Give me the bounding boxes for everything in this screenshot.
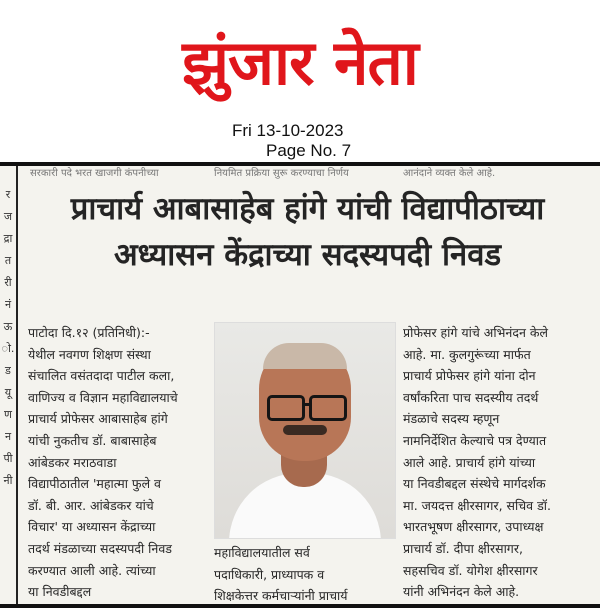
photo-hair — [263, 343, 347, 369]
column-divider — [16, 166, 18, 606]
photo-glasses-left — [267, 395, 305, 421]
left-cut-column: र ज द्रा त री नं ऊ ो. ड यू ण न पी नी — [1, 188, 15, 487]
news-clipping — [0, 162, 600, 608]
photo-glasses-right — [309, 395, 347, 421]
cut-top-text-3: आनंदाने व्यक्त केले आहे. — [403, 168, 496, 179]
cut-top-text-1: सरकारी पदे भरत खाजगी कंपनीच्या — [30, 168, 159, 179]
masthead-logo: झुंजार नेता — [182, 26, 418, 99]
photo-mustache — [283, 425, 327, 435]
article-column-1: पाटोदा दि.१२ (प्रतिनिधी):- येथील नवगण शिक्षण संस्था संचालित वसंतदादा पाटील कला, वाणिज्य व विज्ञान महाविद्यालयाचे प्राचार्य प्रोफेसर आबासाहेब हांगे यांची नुकतीच डॉ. बाबासाहेब आंबेडकर मराठवाडा विद्यापीठातील 'महात्मा फुले व डॉ. बी. आर. आंबेडकर यांचे विचार' या अध्यासन केंद्राच्या तदर्थ मंडळाच्या सदस्यपदी निवड करण्यात आली आहे. त्यांच्या या निवडीबद्दल — [28, 325, 178, 600]
headline-line-1: प्राचार्य आबासाहेब हांगे यांची विद्यापीठाच्या — [70, 191, 545, 227]
article-column-3: प्रोफेसर हांगे यांचे अभिनंदन केले आहे. मा. कुलगुरूंच्या मार्फत प्राचार्य प्रोफेसर हांगे यांना दोन वर्षांकरिता पाच सदस्यीय तदर्थ मंडळाचे सदस्य म्हणून नामनिर्देशित केल्याचे पत्र देण्यात आले आहे. प्राचार्य हांगे यांच्या या निवडीबद्दल संस्थेचे मार्गदर्शक मा. जयदत्त क्षीरसागर, सचिव डॉ. भारतभूषण क्षीरसागर, उपाध्यक्ष प्राचार्य डॉ. दीपा क्षीरसागर, सहसचिव डॉ. योगेश क्षीरसागर यांनी अभिनंदन केले आहे. — [403, 325, 551, 600]
photo-glasses-bridge — [302, 403, 310, 406]
portrait-photo — [214, 322, 396, 539]
cut-top-text-2: नियमित प्रक्रिया सुरू करण्याचा निर्णय — [214, 168, 349, 179]
article-headline — [20, 186, 595, 278]
page-number: Page No. 7 — [266, 141, 352, 160]
edition-date: Fri 13-10-2023 — [232, 121, 344, 140]
headline-line-2: अध्यासन केंद्राच्या सदस्यपदी निवड — [113, 237, 502, 273]
bottom-rule — [0, 604, 600, 608]
article-column-2: महाविद्यालयातील सर्व पदाधिकारी, प्राध्यापक व शिक्षकेत्तर कर्मचाऱ्यांनी प्राचार्य — [214, 545, 348, 604]
